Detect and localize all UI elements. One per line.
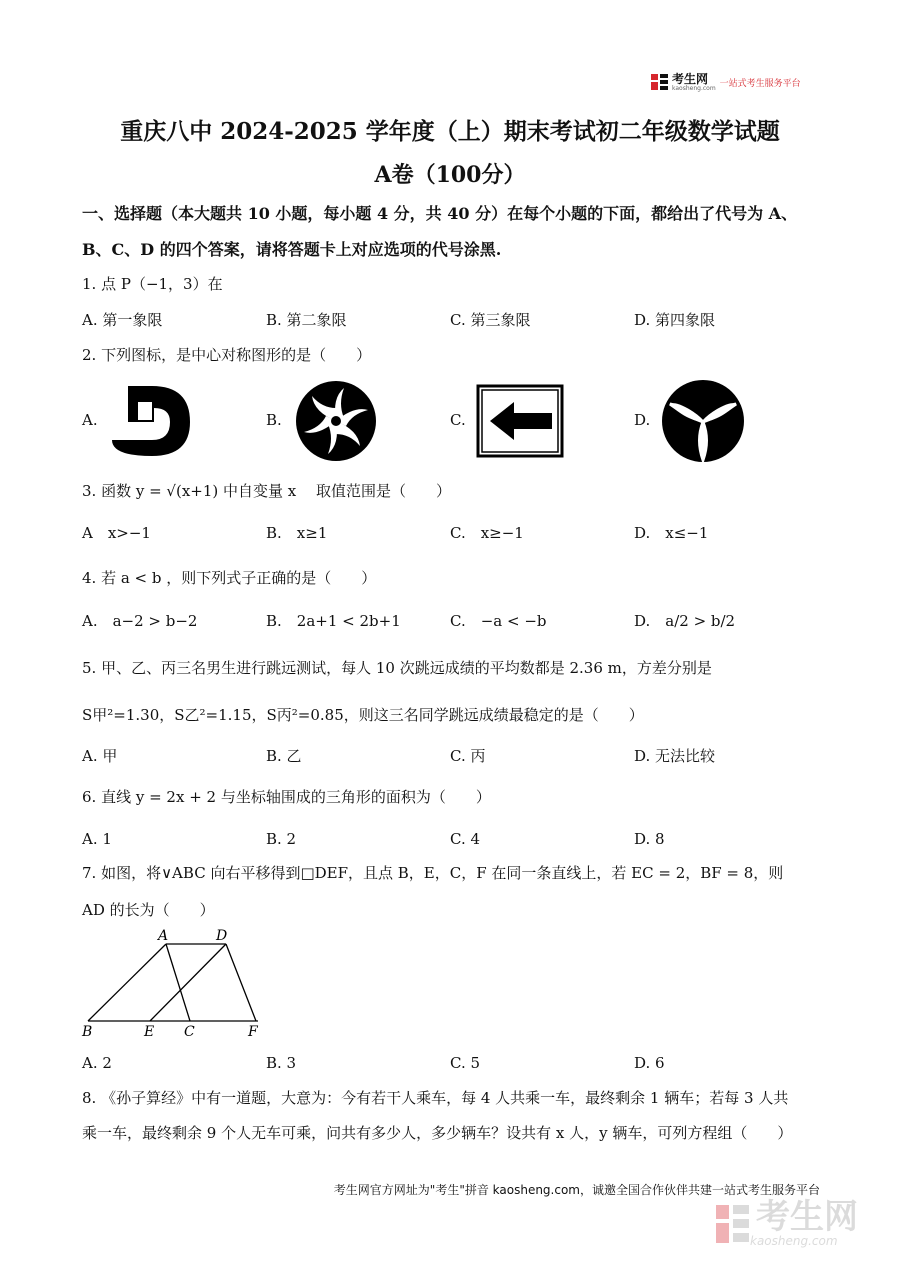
q4-option-d: D. a/2 > b/2 [634, 612, 736, 630]
q7-label-d: D [216, 928, 228, 944]
icon-b-swirl-figure [292, 380, 380, 462]
q6-option-b: B. 2 [266, 830, 297, 848]
logo-slogan: 一站式考生服务平台 [719, 78, 801, 89]
page-subtitle: A卷（100分） [374, 162, 526, 188]
question-2-stem: 2. 下列图标，是中心对称图形的是（ ） [82, 346, 372, 364]
question-4-stem: 4. 若 a < b ，则下列式子正确的是（ ） [82, 569, 377, 587]
q1-option-b: B. 第二象限 [266, 311, 347, 329]
q3-option-d: D. x≤−1 [634, 524, 709, 542]
q4-option-b: B. 2a+1 < 2b+1 [266, 612, 401, 630]
q7-translation-figure [80, 928, 270, 1040]
section-heading: 一、选择题（本大题共 10 小题，每小题 4 分，共 40 分）在每个小题的下面，都给出了代号为 A、B、C、D 的四个答案，请将答题卡上对应选项的代号涂黑. [82, 204, 798, 259]
q1-option-c: C. 第三象限 [450, 311, 531, 329]
q6-option-c: C. 4 [450, 830, 481, 848]
q2-option-c: C. [450, 411, 466, 429]
q5-option-c: C. 丙 [450, 747, 486, 765]
question-1-stem: 1. 点 P（−1，3）在 [82, 275, 223, 293]
header-logo [651, 72, 801, 92]
watermark-site: kaosheng.com [750, 1234, 838, 1248]
q7-label-e: E [144, 1024, 155, 1040]
page-title: 重庆八中 2024-2025 学年度（上）期末考试初二年级数学试题 [120, 118, 780, 145]
question-6-stem: 6. 直线 y = 2x + 2 与坐标轴围成的三角形的面积为（ ） [82, 788, 491, 806]
q7-option-a: A. 2 [82, 1054, 112, 1072]
q6-option-a: A. 1 [82, 830, 112, 848]
footer-note: 考生网官方网址为"考生"拼音 kaosheng.com，诚邀全国合作伙伴共建一站式考生服务平台 [333, 1183, 820, 1197]
q6-option-d: D. 8 [634, 830, 665, 848]
q3-option-b: B. x≥1 [266, 524, 328, 542]
question-8-stem: 8. 《孙子算经》中有一道题，大意为：今有若干人乘车，每 4 人共乘一车，最终剩余 1 辆车；若每 3 人共 [82, 1089, 789, 1107]
q3-option-a: A x>−1 [82, 524, 151, 542]
question-7-line2: AD 的长为（ ） [82, 901, 215, 919]
question-7-stem: 7. 如图，将∨ABC 向右平移得到□DEF，且点 B，E，C，F 在同一条直线上，若 EC = 2，BF = 8，则 [82, 864, 784, 882]
q4-option-c: C. −a < −b [450, 612, 547, 630]
watermark-logo-icon [716, 1201, 750, 1247]
q2-option-d: D. [634, 411, 651, 429]
q2-option-a: A. [82, 411, 98, 429]
q5-option-a: A. 甲 [82, 747, 118, 765]
question-5-line2: S甲²=1.30，S乙²=1.15，S丙²=0.85，则这三名同学跳远成绩最稳定的是（ ） [82, 706, 644, 724]
q3-option-c: C. x≥−1 [450, 524, 524, 542]
q7-label-a: A [158, 928, 169, 944]
watermark [716, 1197, 858, 1248]
logo-text [672, 73, 716, 92]
q7-option-b: B. 3 [266, 1054, 297, 1072]
q1-option-a: A. 第一象限 [82, 311, 163, 329]
q2-option-b: B. [266, 411, 282, 429]
kaosheng-logo-icon [651, 72, 669, 92]
question-8-line2: 乘一车，最终剩余 9 个人无车可乘，问共有多少人，多少辆车？设共有 x 人，y 辆车，可列方程组（ ） [82, 1124, 793, 1142]
icon-d-trefoil-figure [660, 378, 746, 464]
logo-site: kaosheng.com [672, 84, 716, 92]
icon-c-arrow-sign-figure [476, 384, 564, 458]
question-3-stem: 3. 函数 y = √(x+1) 中自变量 x 取值范围是（ ） [82, 482, 452, 500]
q5-option-b: B. 乙 [266, 747, 302, 765]
q7-option-d: D. 6 [634, 1054, 665, 1072]
q7-label-f: F [248, 1024, 258, 1040]
q7-option-c: C. 5 [450, 1054, 481, 1072]
icon-a-hook-figure [108, 382, 194, 458]
q5-option-d: D. 无法比较 [634, 747, 716, 765]
q4-option-a: A. a−2 > b−2 [82, 612, 198, 630]
q7-label-c: C [184, 1024, 195, 1040]
question-5-stem: 5. 甲、乙、丙三名男生进行跳远测试，每人 10 次跳远成绩的平均数都是 2.36 m，方差分别是 [82, 659, 712, 677]
q7-label-b: B [82, 1024, 93, 1040]
q1-option-d: D. 第四象限 [634, 311, 716, 329]
logo-brand: 考生网 [672, 71, 709, 86]
watermark-text: 考生网 [756, 1197, 858, 1237]
